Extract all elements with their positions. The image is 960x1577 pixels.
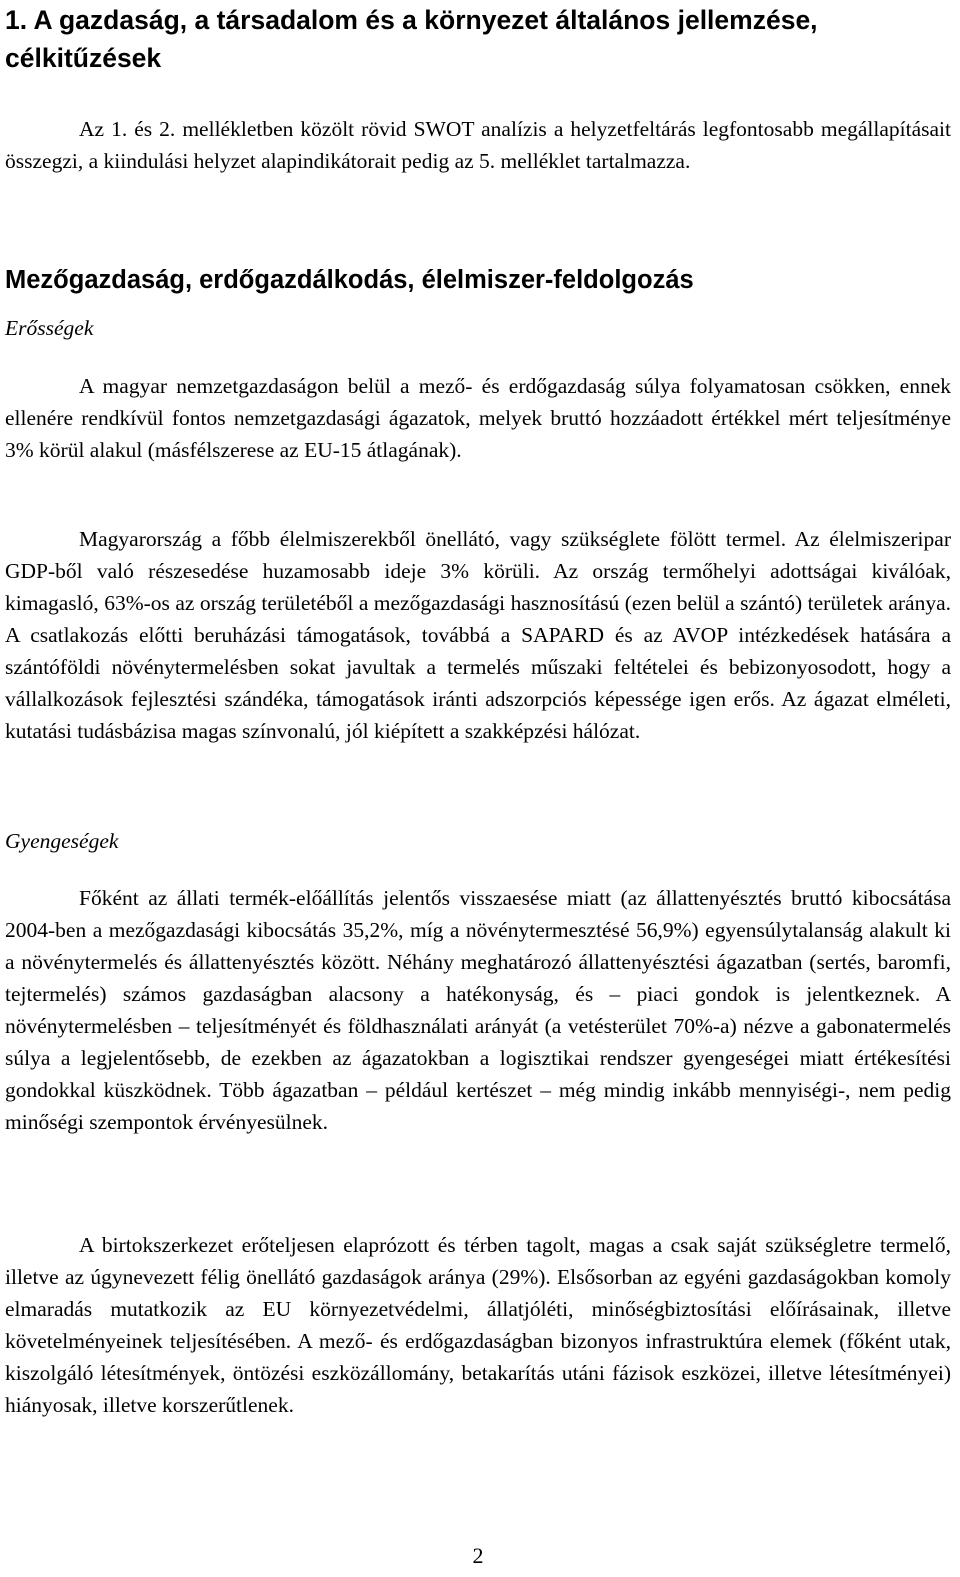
weaknesses-paragraph: A birtokszerkezet erőteljesen elaprózott és térben tagolt, magas a csak saját szükségletre termelő, illetve az úgynevezett félig önellátó gazdaságok aránya (29%). Elsősorban az egyéni gazdaságokban komoly elmaradás mutatkozik az EU környezetvédelmi, állatjóléti, minőségbiztosítási előírásainak, illetve követelményeinek teljesítésében. A mező- és erdőgazdaságban bizonyos infrastruktúra elemek (főként utak, kiszolgáló létesítmények, öntözési eszközállomány, betakarítás utáni fázisok eszközei, illetve létesítményei) hiányosak, illetve korszerűtlenek. [5, 1233, 951, 1417]
strengths-paragraph: Magyarország a főbb élelmiszerekből önellátó, vagy szükséglete fölött termel. Az élelmiszeripar GDP-ből való részesedése huzamosabb ideje 3% körüli. Az ország termőhelyi adottságai kiválóak, kimagasló, 63%-os az ország területéből a mezőgazdasági hasznosítású (ezen belül a szántó) területek aránya. A csatlakozás előtti beruházási támogatások, továbbá a SAPARD és az AVOP intézkedések hatására a szántóföldi növénytermelésben sokat javultak a termelés műszaki feltételei és bebizonyosodott, hogy a vállalkozások fejlesztési szándéka, támogatások iránti adszorpciós képessége igen erős. Az ágazat elméleti, kutatási tudásbázisa magas színvonalú, jól kiépített a szakképzési hálózat. [5, 527, 951, 743]
intro-paragraph: Az 1. és 2. mellékletben közölt rövid SWOT analízis a helyzetfeltárás legfontosabb megállapításait összegzi, a kiindulási helyzet alapindikátorait pedig az 5. melléklet tartalmazza. [5, 117, 951, 173]
weaknesses-heading: Gyengeségek [5, 829, 119, 853]
chapter-title: 1. A gazdaság, a társadalom és a környezet általános jellemzése, célkitűzések [5, 5, 818, 73]
document-page [5, 0, 951, 1417]
section-title: Mezőgazdaság, erdőgazdálkodás, élelmiszer-feldolgozás [5, 266, 694, 294]
strengths-heading: Erősségek [5, 316, 94, 340]
strengths-paragraph: A magyar nemzetgazdaságon belül a mező- és erdőgazdaság súlya folyamatosan csökken, ennek ellenére rendkívül fontos nemzetgazdasági ágazatok, melyek bruttó hozzáadott értékkel mért teljesítménye 3% körül alakul (másfélszerese az EU-15 átlagának). [5, 374, 951, 462]
weaknesses-paragraph: Főként az állati termék-előállítás jelentős visszaesése miatt (az állattenyésztés bruttó kibocsátása 2004-ben a mezőgazdasági kibocsátás 35,2%, míg a növénytermesztésé 56,9%) egyensúlytalanság alakult ki a növénytermelés és állattenyésztés között. Néhány meghatározó állattenyésztési ágazatban (sertés, baromfi, tejtermelés) számos gazdaságban alacsony a hatékonyság, és – piaci gondok is jelentkeznek. A növénytermelésben – teljesítményét és földhasználati arányát (a vetésterület 70%-a) nézve a gabonatermelés súlya a legjelentősebb, de ezekben az ágazatokban a logisztikai rendszer gyengeségei miatt értékesítési gondokkal küszködnek. Több ágazatban – például kertészet – még mindig inkább mennyiségi-, nem pedig minőségi szempontok érvényesülnek. [5, 886, 951, 1134]
page-number: 2 [472, 1543, 484, 1568]
